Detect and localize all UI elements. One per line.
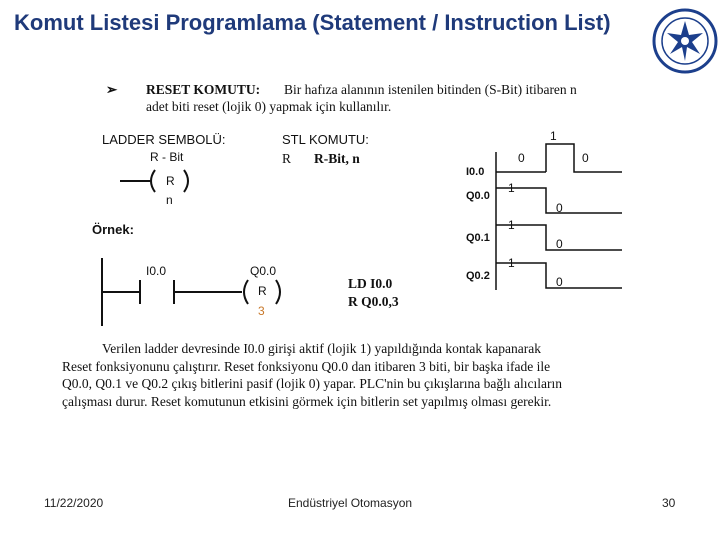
timing-q02-before: 1	[508, 256, 515, 270]
stl-command-label: STL KOMUTU:	[282, 132, 369, 147]
stl-command-op: R	[282, 151, 292, 166]
timing-q01-after: 0	[556, 237, 563, 251]
example-stl-line2: R Q0.0,3	[348, 294, 399, 309]
ladder-coil-letter: R	[166, 174, 175, 188]
timing-i00-high: 1	[550, 129, 557, 143]
reset-desc-line1: Bir hafıza alanının istenilen bitinden (S-Bit) itibaren n	[284, 82, 577, 97]
ladder-symbol-label: LADDER SEMBOLÜ:	[102, 132, 226, 147]
example-coil-letter: R	[258, 284, 267, 298]
footer-page-number: 30	[662, 496, 676, 510]
timing-q00-before: 1	[508, 181, 515, 195]
explanation-paragraph	[62, 340, 628, 410]
timing-q01-before: 1	[508, 218, 515, 232]
footer-date: 11/22/2020	[44, 496, 104, 510]
slide-content	[62, 70, 628, 415]
explanation-line-2: Reset fonksiyonunu çalıştırır. Reset fonksiyonu Q0.0 dan itibaren 3 biti, bir başka ifade ile	[62, 358, 551, 374]
timing-q02-after: 0	[556, 275, 563, 289]
explanation-line-4: çalışması durur. Reset komutunun etkisini görmek için bitlerin set yapılmış olması gerekir.	[62, 393, 552, 409]
slide-title: Komut Listesi Programlama (Statement / Instruction List)	[14, 10, 611, 35]
timing-q00-after: 0	[556, 201, 563, 215]
ladder-symbol-graphic	[120, 170, 188, 192]
timing-signal-q01: Q0.1	[466, 232, 490, 244]
timing-signal-q02: Q0.2	[466, 270, 490, 282]
explanation-line-1: Verilen ladder devresinde I0.0 girişi aktif (lojik 1) yapıldığında kontak kapanarak	[102, 341, 541, 356]
ladder-symbol-bit: R - Bit	[150, 150, 184, 164]
example-contact-label: I0.0	[146, 264, 167, 278]
reset-heading: RESET KOMUTU:	[146, 82, 261, 97]
explanation-line-3: Q0.0, Q0.1 ve Q0.2 çıkış bitlerini pasif (lojik 0) yapar. PLC'nin bu çıkışlarına bağlı alıcıların	[62, 376, 562, 391]
stl-command-operand: R-Bit, n	[314, 151, 360, 166]
timing-signal-q00: Q0.0	[466, 190, 490, 202]
example-coil-count: 3	[258, 304, 265, 318]
timing-signal-i00: I0.0	[466, 166, 485, 178]
timing-i00-before: 0	[518, 151, 525, 165]
bullet-arrow: ➢	[106, 82, 118, 97]
example-coil-address: Q0.0	[250, 264, 277, 278]
ladder-symbol-count: n	[166, 193, 173, 207]
example-stl-line1: LD I0.0	[348, 276, 393, 291]
reset-desc-line2: adet biti reset (lojik 0) yapmak için kullanılır.	[146, 99, 392, 114]
footer-course: Endüstriyel Otomasyon	[288, 496, 413, 510]
university-logo	[652, 8, 718, 74]
timing-i00-after: 0	[582, 151, 589, 165]
example-label: Örnek:	[92, 222, 134, 237]
